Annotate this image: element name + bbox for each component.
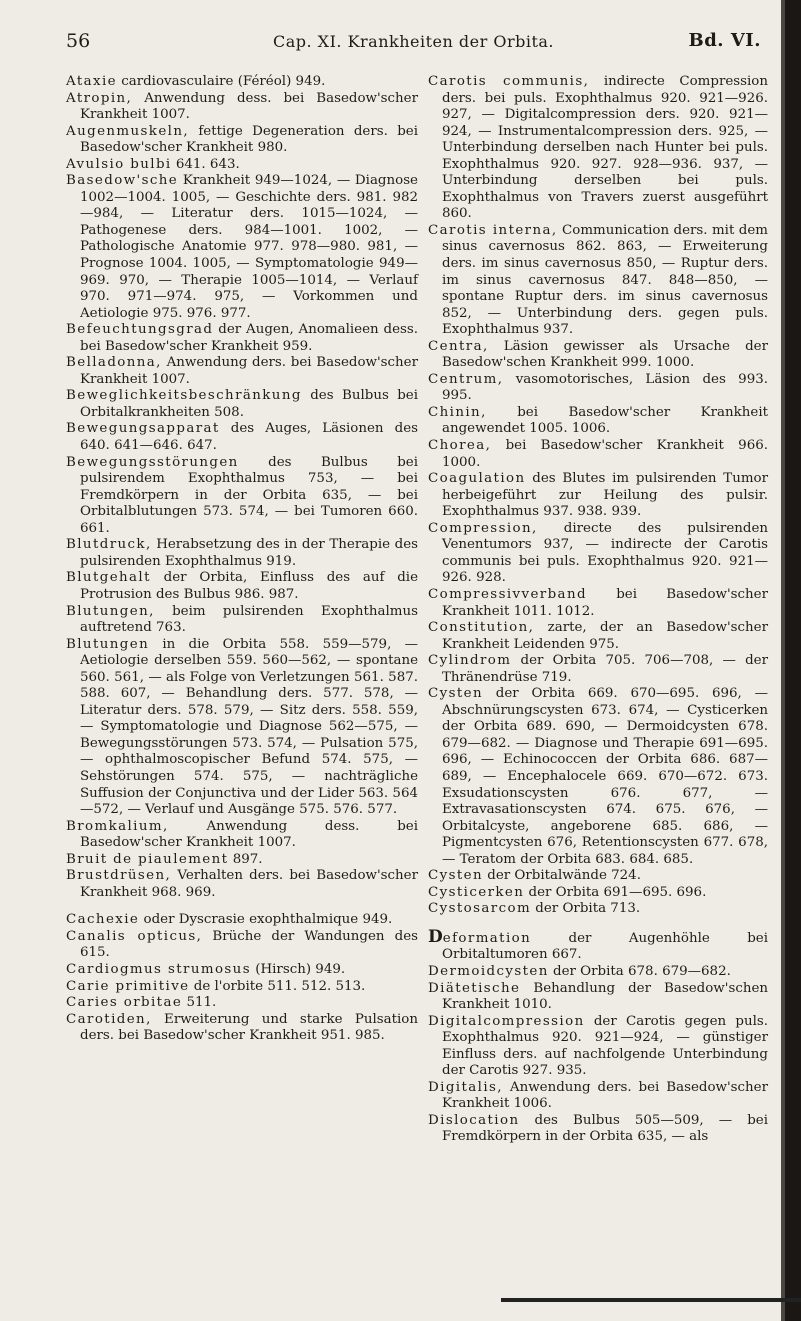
index-headword: Coagulation [428, 471, 526, 487]
index-references: des Blutes im pulsirenden Tumor herbeigeführt zur Heilung des pulsir. Exophthalmus 937. 938. 939. [442, 471, 768, 520]
index-entry [66, 912, 418, 929]
index-headword: Basedow'sche [66, 173, 179, 189]
index-entry [66, 979, 418, 996]
index-headword: Carotiden, [66, 1011, 152, 1027]
index-entry [66, 868, 418, 901]
index-column-left [66, 74, 418, 1045]
index-headword: Cystosarcom [428, 901, 532, 917]
index-references: Communication ders. mit dem sinus cavernosus 862. 863, — Erweiterung ders. im sinus cavernosus 850, — Ruptur ders. im sinus cavernosus 847. 848—850, — spontane Ruptur ders. im sinus cavernosus 852, — Unterbindung ders. gegen puls. Exophthalmus 937. [442, 222, 768, 338]
initial-letter: D [428, 926, 443, 947]
index-headword: Centra, [428, 338, 489, 354]
index-references: directe des pulsirenden Venentumors 937, — indirecte der Carotis communis bei puls. Exophthalmus 920. 921—926. 928. [442, 520, 768, 586]
index-headword: Belladonna, [66, 355, 162, 371]
index-entry [428, 620, 768, 653]
index-references: Anwendung dess. bei Basedow'scher Krankheit 1007. [80, 818, 418, 851]
index-references: Anwendung dess. bei Basedow'scher Krankheit 1007. [80, 90, 418, 123]
index-headword: Cylindrom [428, 653, 512, 669]
index-entry [66, 1012, 418, 1045]
index-headword: Augenmuskeln, [66, 123, 190, 139]
index-entry [428, 405, 768, 438]
index-entry [66, 819, 418, 852]
index-entry [428, 868, 768, 885]
index-entry [428, 926, 768, 964]
index-headword: Dermoidcysten [428, 963, 549, 979]
index-references: Herabsetzung des in der Therapie des pulsirenden Exophthalmus 919. [80, 537, 418, 569]
index-references: (Hirsch) 949. [250, 961, 346, 977]
index-references: der Orbita 705. 706—708, — der Thränendrüse 719. [442, 653, 768, 685]
index-entry [428, 981, 768, 1014]
index-headword: Befeuchtungsgrad [66, 322, 214, 338]
index-references: der Orbita, Einfluss des auf die Protrusion des Bulbus 986. 987. [80, 570, 418, 602]
index-headword: Cardiogmus strumosus [66, 961, 251, 977]
index-references: der Augen, Anomalieen dess. bei Basedow'scher Krankheit 959. [80, 322, 418, 354]
index-headword: Brustdrüsen, [66, 868, 172, 884]
index-references: bei Basedow'scher Krankheit 1011. 1012. [442, 586, 768, 619]
index-references: 641. 643. [171, 156, 240, 172]
index-headword: Blutungen [66, 636, 150, 652]
index-references: Läsion gewisser als Ursache der Basedow'schen Krankheit 999. 1000. [442, 338, 768, 371]
index-headword: Dislocation [428, 1112, 520, 1128]
index-entry [428, 964, 768, 981]
index-headword: Diätetische [428, 980, 521, 996]
index-references: des Bulbus bei Orbitalkrankheiten 508. [80, 388, 418, 420]
index-headword: Ataxie [66, 74, 117, 89]
index-headword: Digitalis, [428, 1079, 503, 1095]
index-entry [428, 471, 768, 521]
index-entry [66, 322, 418, 355]
index-entry [66, 355, 418, 388]
index-headword: Carotis communis, [428, 74, 590, 89]
index-headword: Cysticerken [428, 884, 525, 900]
index-headword: Cysten [428, 868, 484, 884]
index-column-right [428, 74, 768, 1146]
index-references: des Bulbus 505—509, — bei Fremdkörpern in der Orbita 635, — als [442, 1112, 768, 1145]
page-header [66, 30, 761, 60]
index-entry [66, 157, 418, 174]
index-headword: Carie primitive [66, 978, 190, 994]
index-headword: Chinin, [428, 404, 487, 420]
index-references: zarte, der an Basedow'scher Krankheit Leidenden 975. [442, 620, 768, 652]
index-headword: Bewegungsstörungen [66, 454, 239, 470]
index-headword: Constitution, [428, 620, 535, 636]
index-headword: Digitalcompression [428, 1013, 585, 1029]
index-headword: Atropin, [66, 90, 133, 106]
index-headword: Bruit de piaulement [66, 851, 229, 867]
index-entry [66, 637, 418, 819]
index-references: der Augenhöhle bei Orbitaltumoren 667. [442, 930, 768, 963]
index-headword: Compressivverband [428, 586, 587, 602]
index-references: Behandlung der Basedow'schen Krankheit 1010. [442, 980, 768, 1013]
index-headword: Centrum, [428, 371, 504, 387]
index-entry [428, 587, 768, 620]
index-references: der Orbita 669. 670—695. 696, — Abschnürungscysten 673. 674, — Cysticerken der Orbita 689. 690, — Dermoidcysten 678. 679—682. — Diagnose und Therapie 691—695. 696, — Echinococcen der Orbita 686. 687—689, — Encephalocele 669. 670—672. 673. Exsudationscysten 676. 677, — Extravasationscysten 674. 675. 676, — Orbitalcyste, angeborene 685. 686, — Pigmentcysten 676, Retentionscysten 677. 678, — Teratom der Orbita 683. 684. 685. [442, 686, 768, 867]
index-entry [66, 388, 418, 421]
index-references: 511. [182, 995, 217, 1011]
index-references: bei Basedow'scher Krankheit angewendet 1005. 1006. [442, 404, 768, 437]
index-entry [428, 1014, 768, 1080]
index-entry [66, 91, 418, 124]
index-entry [66, 455, 418, 538]
index-entry [428, 223, 768, 339]
index-references: Krankheit 949—1024, — Diagnose 1002—1004. 1005, — Geschichte ders. 981. 982—984, — Literatur ders. 1015—1024, — Pathogenese ders. 984—1001. 1002, — Pathologische Anatomie 977. 978—980. 981, — Prognose 1004. 1005, — Symptomatologie 949—969. 970, — Therapie 1005—1014, — Verlauf 970. 971—974. 975, — Vorkommen und Aetiologie 975. 976. 977. [80, 173, 418, 321]
index-entry [428, 521, 768, 587]
volume-label: Bd. VI. [688, 30, 761, 51]
index-headword: Cysten [428, 686, 484, 702]
index-headword: Blutungen, [66, 603, 155, 619]
index-references: der Carotis gegen puls. Exophthalmus 920. 921—924, — günstiger Einfluss ders. auf nachfolgende Unterbindung der Carotis 927. 935. [442, 1013, 768, 1079]
index-entry [428, 74, 768, 223]
index-entry [66, 173, 418, 322]
index-entry [428, 1080, 768, 1113]
index-entry [428, 339, 768, 372]
index-references: der Orbitalwände 724. [483, 868, 641, 884]
index-entry [66, 995, 418, 1012]
index-headword: Canalis opticus, [66, 928, 203, 944]
index-entry [66, 421, 418, 454]
index-references: der Orbita 691—695. 696. [524, 884, 707, 900]
index-headword: Avulsio bulbi [66, 156, 172, 172]
index-entry [428, 901, 768, 918]
index-entry [66, 962, 418, 979]
index-entry [66, 74, 418, 91]
index-entry [66, 537, 418, 570]
index-references: Brüche der Wandungen des 615. [80, 928, 418, 961]
index-entry [428, 885, 768, 902]
index-references: Anwendung ders. bei Basedow'scher Krankheit 1007. [80, 355, 418, 387]
bottom-rule [501, 1298, 801, 1302]
index-references: indirecte Compression ders. bei puls. Exophthalmus 920. 921—926. 927, — Digitalcompression ders. 920. 921—924, — Instrumentalcompression ders. 925, — Unterbindung derselben nach Hunter bei puls. Exophthalmus 920. 927. 928—936. 937, — Unterbindung derselben bei puls. Exophthalmus von Travers zuerst ausgeführt 860. [442, 74, 768, 222]
page-number: 56 [66, 30, 91, 52]
index-entry [428, 372, 768, 405]
index-references: des Bulbus bei pulsirendem Exophthalmus 753, — bei Fremdkörpern in der Orbita 635, — bei Orbitalblutungen 573. 574, — bei Tumoren 660. 661. [80, 454, 418, 536]
index-references: fettige Degeneration ders. bei Basedow'scher Krankheit 980. [80, 123, 418, 156]
index-headword: Beweglichkeitsbeschränkung [66, 388, 302, 404]
index-entry [428, 438, 768, 471]
index-references: Erweiterung und starke Pulsation ders. bei Basedow'scher Krankheit 951. 985. [80, 1011, 418, 1044]
index-references: de l'orbite 511. 512. 513. [189, 978, 366, 994]
index-references: bei Basedow'scher Krankheit 966. 1000. [442, 438, 768, 470]
index-references: in die Orbita 558. 559—579, — Aetiologie derselben 559. 560—562, — spontane 560. 561, — als Folge von Verletzungen 561. 587. 588. 607, — Behandlung ders. 577. 578, — Literatur ders. 578. 579, — Sitz ders. 558. 559, — Symptomatologie und Diagnose 562—575, — Bewegungsstörungen 573. 574, — Pulsation 575, — ophthalmoscopischer Befund 574. 575, — Sehstörungen 574. 575, — nachträgliche Suffusion der Conjunctiva und der Lider 563. 564—572, — Verlauf und Ausgänge 575. 576. 577. [80, 636, 418, 818]
index-headword: Chorea, [428, 438, 492, 454]
page-edge [785, 0, 801, 1321]
index-entry [428, 686, 768, 868]
index-entry [66, 570, 418, 603]
index-references: Anwendung ders. bei Basedow'scher Krankheit 1006. [442, 1079, 768, 1112]
index-headword: Blutdruck, [66, 537, 152, 553]
index-references: oder Dyscrasie exophthalmique 949. [139, 912, 393, 928]
index-headword: Bewegungsapparat [66, 421, 220, 437]
index-entry [66, 604, 418, 637]
index-entry [428, 1113, 768, 1146]
index-references: cardiovasculaire (Féréol) 949. [116, 74, 326, 89]
index-headword: Compression, [428, 520, 538, 536]
index-headword: Caries orbitae [66, 995, 183, 1011]
index-headword: Blutgehalt [66, 570, 151, 586]
index-references: des Auges, Läsionen des 640. 641—646. 647. [80, 421, 418, 454]
index-headword: Deformation [428, 926, 532, 947]
index-references: 897. [228, 851, 263, 867]
index-entry [66, 124, 418, 157]
index-references: Verhalten ders. bei Basedow'scher Krankheit 968. 969. [80, 868, 418, 900]
index-references: der Orbita 678. 679—682. [548, 963, 731, 979]
index-references: vasomotorisches, Läsion des 993. 995. [442, 371, 768, 404]
index-headword: Bromkalium, [66, 818, 169, 834]
index-headword: Carotis interna, [428, 222, 558, 238]
index-entry [66, 929, 418, 962]
running-title: Cap. XI. Krankheiten der Orbita. [272, 32, 555, 51]
index-entry [66, 852, 418, 869]
index-entry [428, 653, 768, 686]
index-references: beim pulsirenden Exophthalmus auftretend 763. [80, 603, 418, 636]
index-headword: Cachexie [66, 912, 140, 928]
index-references: der Orbita 713. [531, 901, 641, 917]
